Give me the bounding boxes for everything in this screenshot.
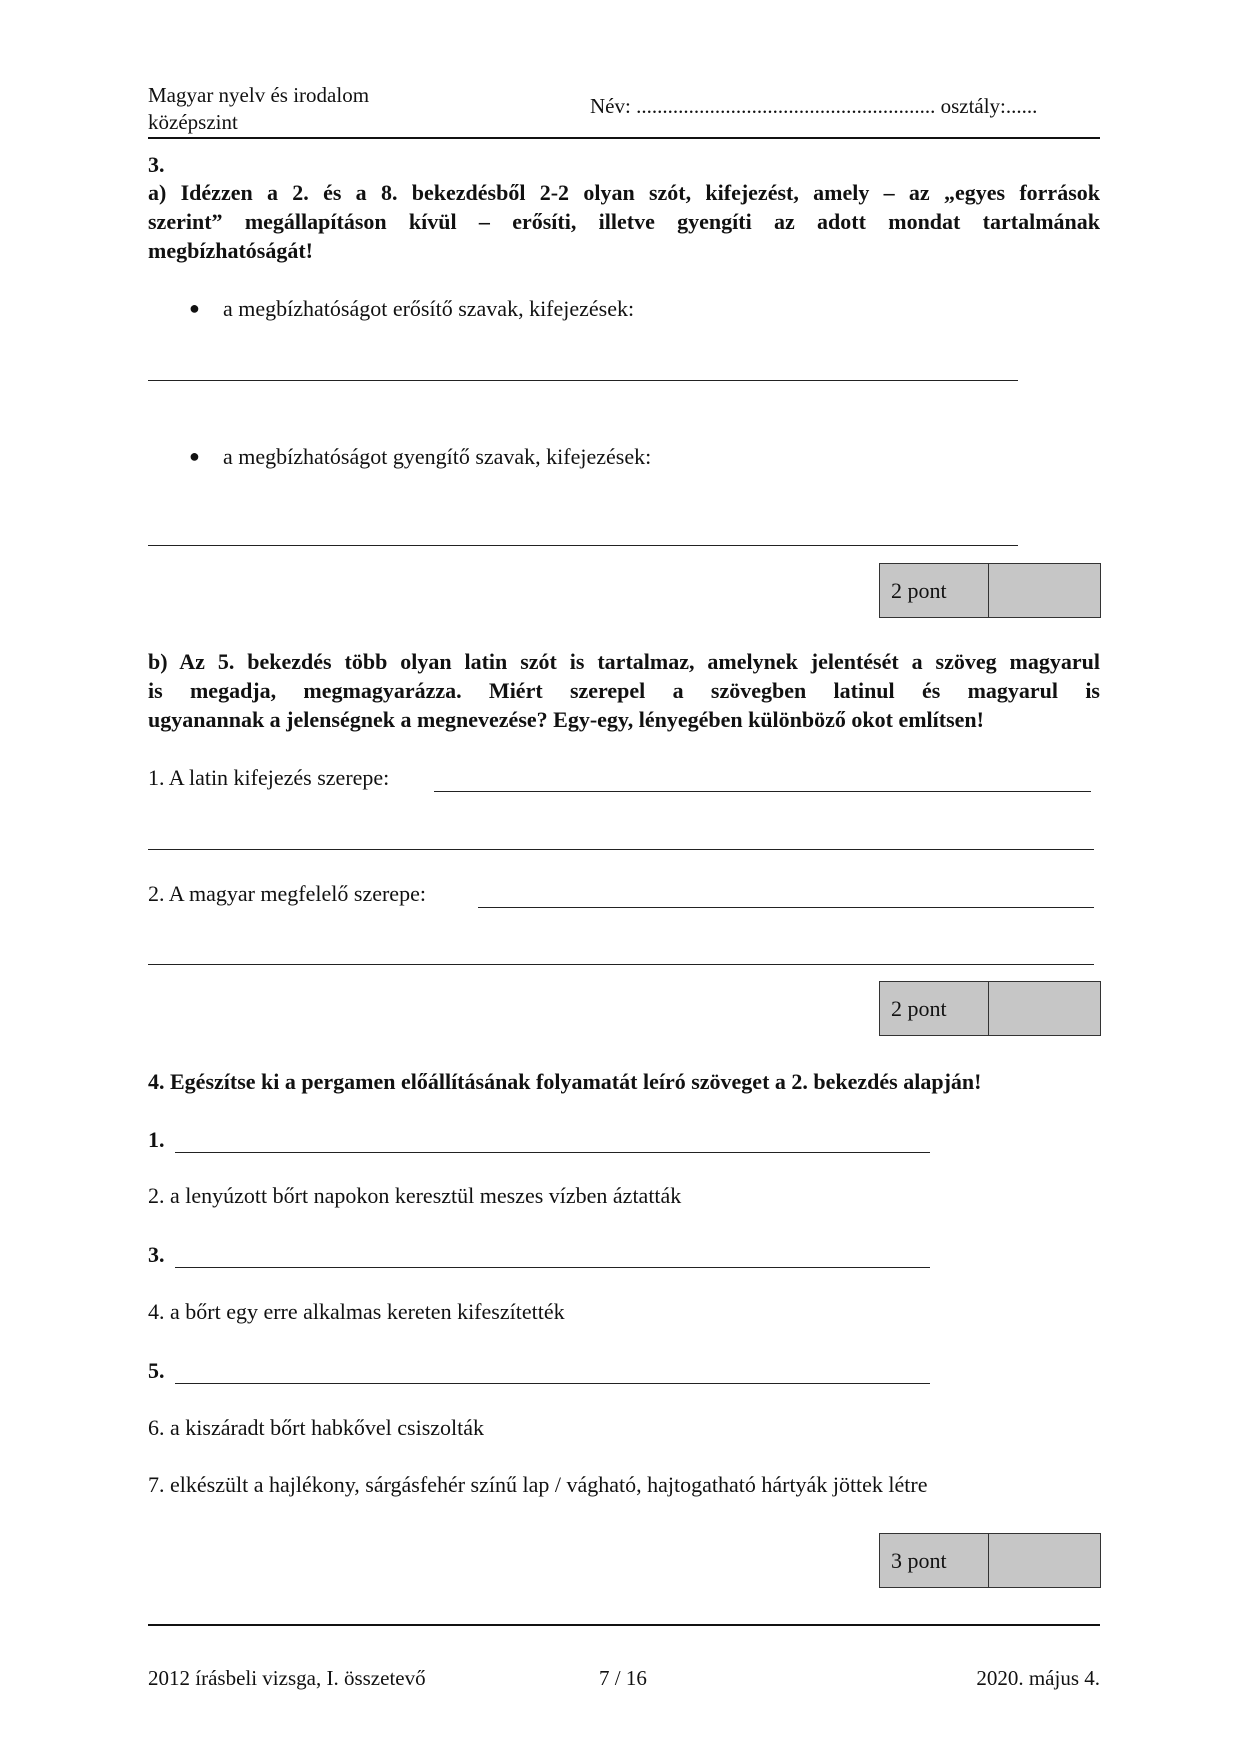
step-1-number: 1. [148,1127,165,1152]
subject-level: középszint [148,110,238,134]
answer-line-weakening[interactable] [148,545,1018,546]
answer-line-hungarian-role-1[interactable] [478,907,1094,908]
question-3b-text-line3: ugyanannak a jelenségnek a megnevezése? Egy-egy, lényegében különböző okot említsen! [148,707,984,732]
score-label: 3 pont [880,1534,989,1587]
bullet-weakening: a megbízhatóságot gyengítő szavak, kifejezések: [223,444,652,469]
bullet-icon: ● [189,446,200,466]
score-entry-cell[interactable] [989,564,1100,617]
footer-exam-code: 2012 írásbeli vizsga, I. összetevő [148,1666,426,1690]
answer-line-hungarian-role-2[interactable] [148,964,1094,965]
score-box-3b [879,981,1101,1036]
answer-line-strengthening[interactable] [148,380,1018,381]
step-4-text: 4. a bőrt egy erre alkalmas kereten kifeszítették [148,1299,565,1324]
score-box-4 [879,1533,1101,1588]
bullet-icon: ● [189,298,200,318]
answer-line-step-3[interactable] [175,1267,930,1268]
answer-line-step-5[interactable] [175,1383,930,1384]
question-3a-text-line1: a) Idézzen a 2. és a 8. bekezdésből 2-2 olyan szót, kifejezést, amely – az „egyes források [148,180,1100,205]
step-6-text: 6. a kiszáradt bőrt habkővel csiszolták [148,1415,485,1440]
score-entry-cell[interactable] [989,982,1100,1035]
name-class-field[interactable]: Név: ......................................................... osztály:...... [590,94,1038,118]
score-label: 2 pont [880,564,989,617]
step-5-number: 5. [148,1358,165,1383]
answer-line-step-1[interactable] [175,1152,930,1153]
answer-line-latin-role-1[interactable] [434,791,1091,792]
score-box-3a [879,563,1101,618]
answer-line-latin-role-2[interactable] [148,849,1094,850]
header-divider [148,137,1100,139]
question-3a-text-line2: szerint” megállapításon kívül – erősíti, illetve gyengíti az adott mondat tartalmának [148,209,1100,234]
question-4-text: 4. Egészítse ki a pergamen előállításának folyamatát leíró szöveget a 2. bekezdés alapján! [148,1069,982,1094]
step-7-text: 7. elkészült a hajlékony, sárgásfehér színű lap / vágható, hajtogatható hártyák jöttek létre [148,1472,928,1497]
question-3-number: 3. [148,152,165,177]
score-entry-cell[interactable] [989,1534,1100,1587]
bullet-strengthening: a megbízhatóságot erősítő szavak, kifejezések: [223,296,635,321]
latin-role-label: 1. A latin kifejezés szerepe: [148,765,390,790]
subject-heading [148,82,369,136]
score-label: 2 pont [880,982,989,1035]
question-3b-text-line1: b) Az 5. bekezdés több olyan latin szót is tartalmaz, amelynek jelentését a szöveg magyarul [148,649,1100,674]
question-3b-text-line2: is megadja, megmagyarázza. Miért szerepel a szövegben latinul és magyarul is [148,678,1100,703]
footer-divider [148,1624,1100,1626]
step-2-text: 2. a lenyúzott bőrt napokon keresztül meszes vízben áztatták [148,1183,682,1208]
footer-page-number: 7 / 16 [599,1666,647,1690]
step-3-number: 3. [148,1242,165,1267]
question-3a-text-line3: megbízhatóságát! [148,238,313,263]
subject-title: Magyar nyelv és irodalom [148,83,370,107]
hungarian-role-label: 2. A magyar megfelelő szerepe: [148,881,426,906]
footer-date: 2020. május 4. [976,1666,1100,1690]
